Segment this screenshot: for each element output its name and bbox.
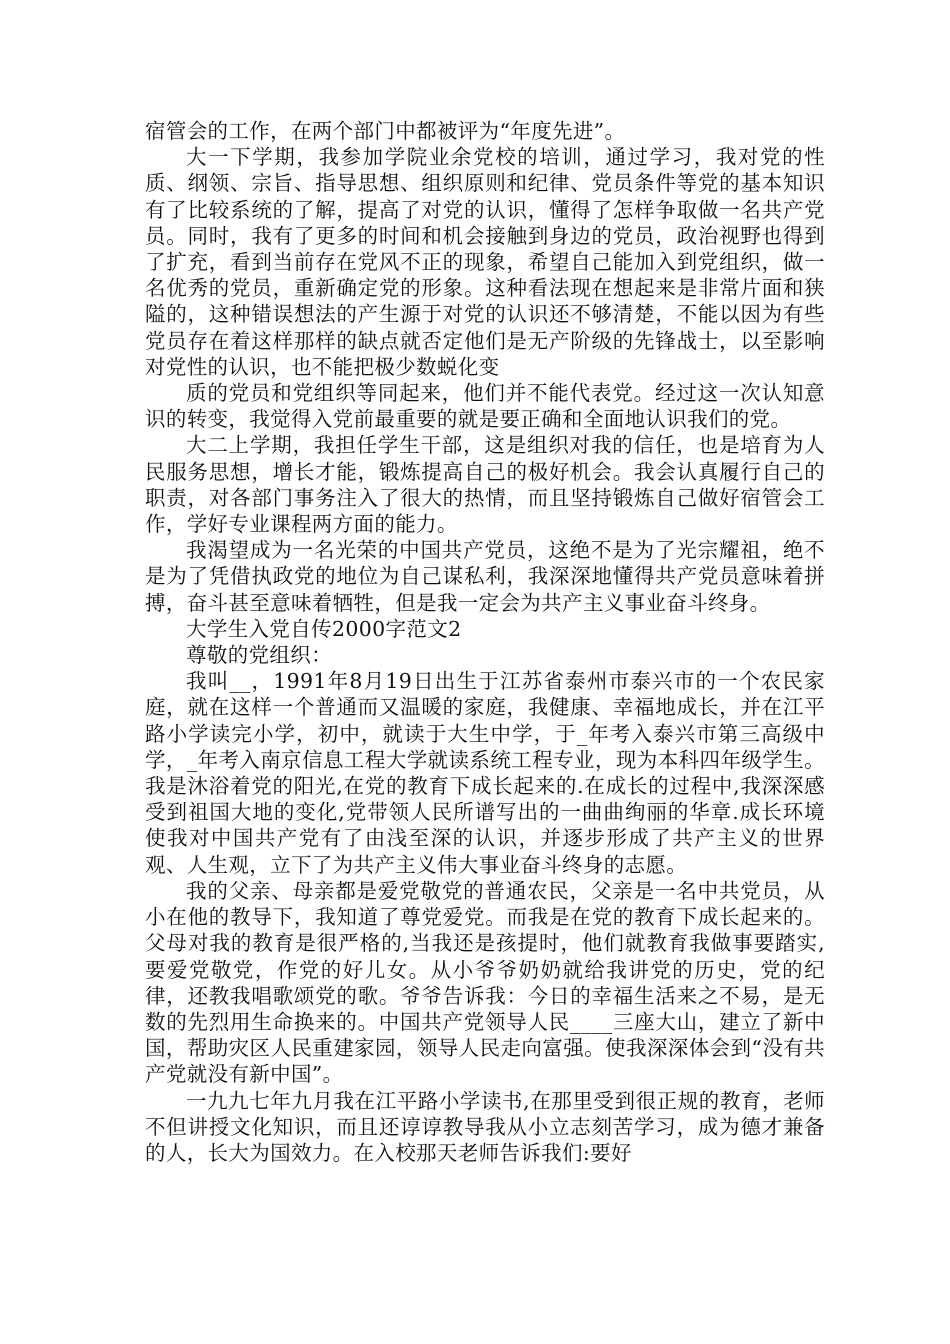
section-heading: 大学生入党自传2000字范文2 (186, 616, 462, 641)
paragraph-8: 一九九七年九月我在江平路小学读书,在那里受到很正规的教育，老师不但讲授文化知识，而且还谆谆教导我从小立志刻苦学习，成为德才兼备的人，长大为国效力。在入校那天老师告诉我们:要好 (145, 1088, 825, 1165)
paragraph-5: 我渴望成为一名光荣的中国共产党员，这绝不是为了光宗耀祖，绝不是为了凭借执政党的地位为自己谋私利，我深深地懂得共产党员意味着拼搏，奋斗甚至意味着牺牲，但是我一定会为共产主义事业奋斗终身。 (145, 538, 825, 615)
document-body (145, 118, 825, 1166)
paragraph-2: 大一下学期，我参加学院业余党校的培训，通过学习，我对党的性质、纲领、宗旨、指导思想、组织原则和纪律、党员条件等党的基本知识有了比较系统的了解，提高了对党的认识，懂得了怎样争取做一名共产党员。同时，我有了更多的时间和机会接触到身边的党员，政治视野也得到了扩充，看到当前存在党风不正的现象，希望自己能加入到党组织，做一名优秀的党员，重新确定党的形象。这种看法现在想起来是非常片面和狭隘的，这种错误想法的产生源于对党的认识还不够清楚，不能以因为有些党员存在着这样那样的缺点就否定他们是无产阶级的先锋战士，以至影响对党性的认识，也不能把极少数蜕化变 (145, 145, 825, 379)
paragraph-3: 质的党员和党组织等同起来，他们并不能代表党。经过这一次认知意识的转变，我觉得入党前最重要的就是要正确和全面地认识我们的党。 (145, 381, 825, 432)
paragraph-4: 大二上学期，我担任学生干部，这是组织对我的信任，也是培育为人民服务思想，增长才能，锻炼提高自己的极好机会。我会认真履行自己的职责，对各部门事务注入了很大的热情，而且坚持锻炼自己做好宿管会工作，学好专业课程两方面的能力。 (145, 433, 825, 537)
salutation: 尊敬的党组织： (186, 643, 332, 668)
paragraph-1: 宿管会的工作，在两个部门中都被评为“年度先进”。 (145, 119, 626, 143)
paragraph-7: 我的父亲、母亲都是爱党敬党的普通农民，父亲是一名中共党员，从小在他的教导下，我知道了尊党爱党。而我是在党的教育下成长起来的。父母对我的教育是很严格的,当我还是孩提时，他们就教育我做事要踏实,要爱党敬党，作党的好儿女。从小爷爷奶奶就给我讲党的历史，党的纪律，还教我唱歌颂党的歌。爷爷告诉我：今日的幸福生活来之不易，是无数的先烈用生命换来的。中国共产党领导人民____三座大山，建立了新中国，帮助灾区人民重建家园，领导人民走向富强。使我深深体会到“没有共产党就没有新中国”。 (145, 878, 825, 1087)
paragraph-6: 我叫__，1991年8月19日出生于江苏省泰州市泰兴市的一个农民家庭，就在这样一个普通而又温暖的家庭，我健康、幸福地成长，并在江平路小学读完小学，初中，就读于大生中学，于_年考入泰兴市第三高级中学，_年考入南京信息工程大学就读系统工程专业，现为本科四年级学生。我是沐浴着党的阳光,在党的教育下成长起来的.在成长的过程中,我深深感受到祖国大地的变化,党带领人民所谱写出的一曲曲绚丽的华章.成长环境使我对中国共产党有了由浅至深的认识，并逐步形成了共产主义的世界观、人生观，立下了为共产主义伟大事业奋斗终身的志愿。 (145, 669, 825, 877)
